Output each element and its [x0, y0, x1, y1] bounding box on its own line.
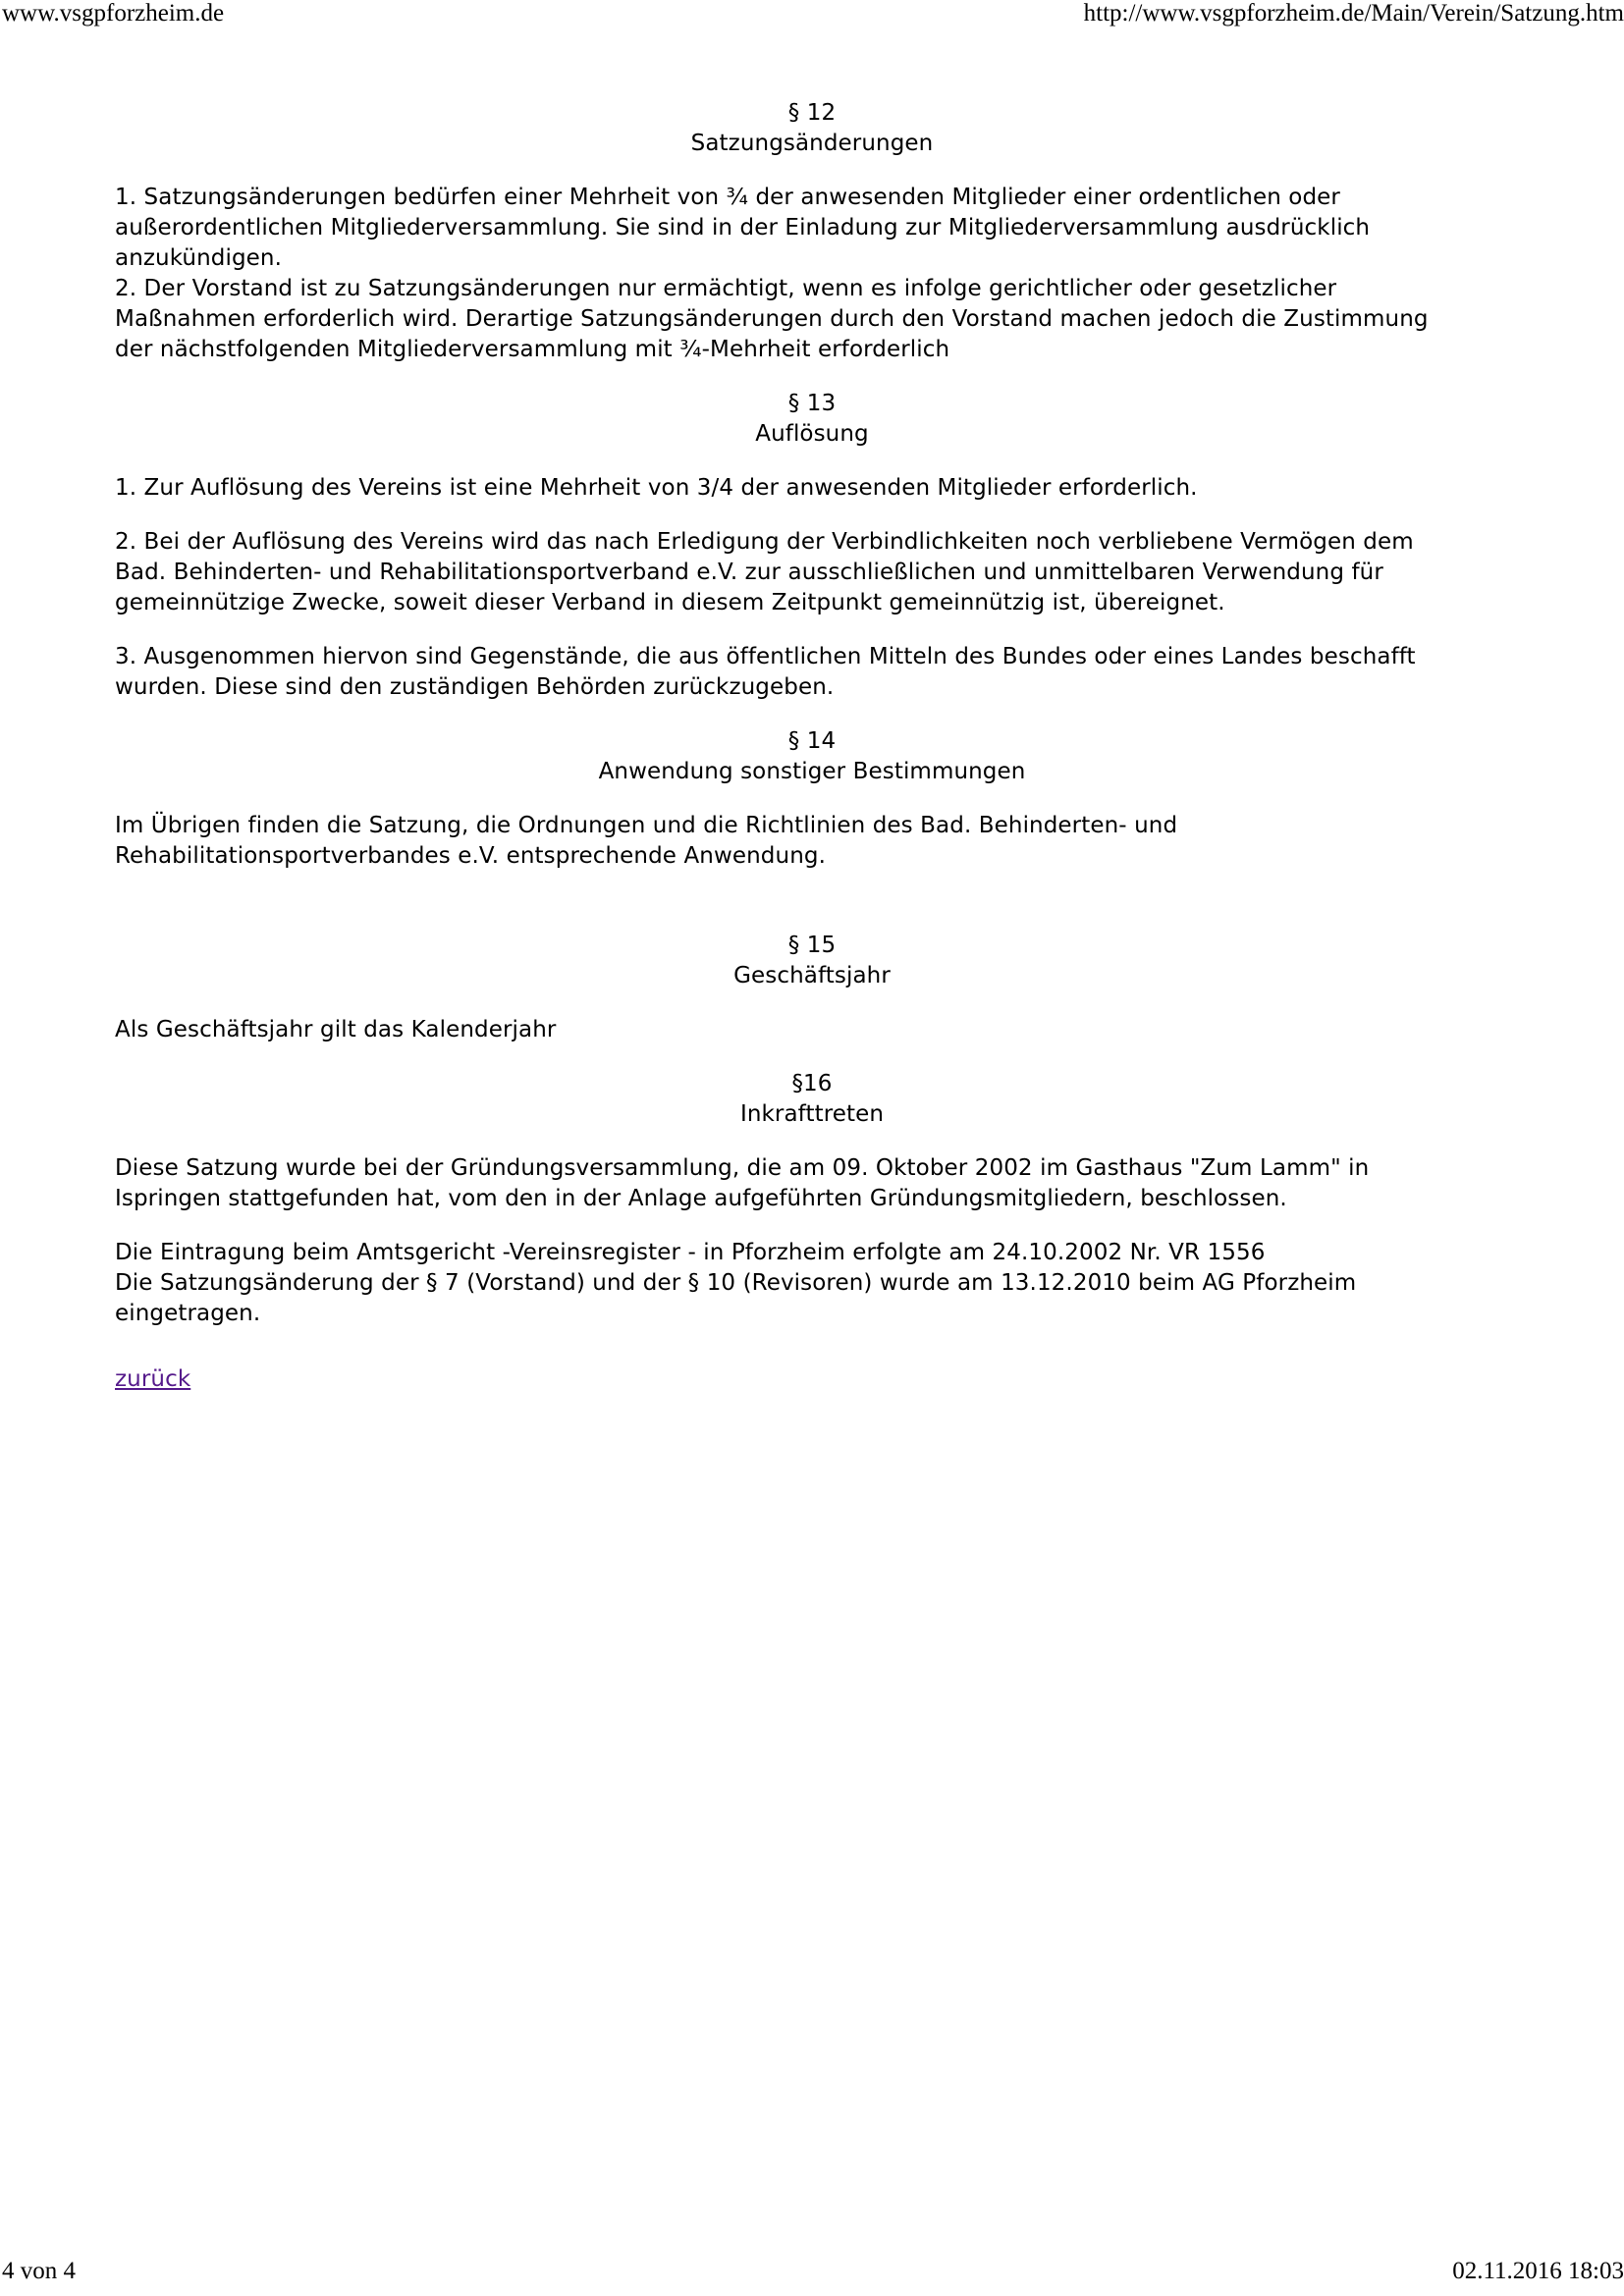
text-line: Maßnahmen erforderlich wird. Derartige Satzungsänderungen durch den Vorstand machen jedoch die Zustimmung: [115, 306, 1429, 332]
text-line: 3. Ausgenommen hiervon sind Gegenstände, die aus öffentlichen Mitteln des Bundes oder eines Landes beschafft: [115, 644, 1416, 669]
section-title: Satzungsänderungen: [690, 131, 934, 156]
text-line: gemeinnützige Zwecke, soweit dieser Verband in diesem Zeitpunkt gemeinnützig ist, übereignet.: [115, 590, 1225, 615]
section-14-heading: [115, 726, 1509, 787]
text-line: eingetragen.: [115, 1301, 261, 1326]
text-line: wurden. Diese sind den zuständigen Behörden zurückzugeben.: [115, 674, 835, 700]
print-timestamp: 02.11.2016 18:03: [1452, 2258, 1624, 2284]
section-number: § 14: [787, 728, 837, 754]
text-line: Im Übrigen finden die Satzung, die Ordnungen und die Richtlinien des Bad. Behinderten- und: [115, 813, 1178, 838]
section-number: § 13: [787, 391, 837, 416]
back-link-container: [115, 1364, 1509, 1395]
text-line: Diese Satzung wurde bei der Gründungsversammlung, die am 09. Oktober 2002 im Gasthaus "Zum Lamm" in: [115, 1155, 1370, 1181]
section-13-paragraph-1: [115, 473, 1509, 504]
text-line: Als Geschäftsjahr gilt das Kalenderjahr: [115, 1017, 557, 1042]
print-footer: [0, 2258, 1624, 2291]
section-title: Inkrafttreten: [739, 1101, 885, 1127]
section-16-paragraph-1: [115, 1153, 1509, 1214]
section-15-text: [115, 1015, 1509, 1045]
text-line: Ispringen stattgefunden hat, vom den in der Anlage aufgeführten Gründungsmitgliedern, beschlossen.: [115, 1186, 1287, 1211]
page-counter: 4 von 4: [2, 2258, 76, 2284]
text-line: Die Eintragung beim Amtsgericht -Vereinsregister - in Pforzheim erfolgte am 24.10.2002 Nr. VR 1556: [115, 1240, 1266, 1265]
section-title: Geschäftsjahr: [733, 963, 891, 988]
section-13-paragraph-3: [115, 642, 1509, 703]
print-header: [0, 0, 1624, 33]
text-line: Bad. Behinderten- und Rehabilitationsportverband e.V. zur ausschließlichen und unmittelbaren Verwendung für: [115, 560, 1383, 585]
section-16-heading: [115, 1069, 1509, 1130]
section-15-heading: [115, 931, 1509, 991]
text-line: 2. Bei der Auflösung des Vereins wird das nach Erledigung der Verbindlichkeiten noch verbliebene Vermögen dem: [115, 529, 1414, 555]
text-line: der nächstfolgenden Mitgliederversammlung mit ¾-Mehrheit erforderlich: [115, 337, 950, 362]
section-number: § 12: [787, 100, 837, 126]
section-title: Auflösung: [755, 421, 869, 447]
section-16-paragraph-2: [115, 1238, 1509, 1329]
text-line: Rehabilitationsportverbandes e.V. entsprechende Anwendung.: [115, 843, 826, 869]
section-13-paragraph-2: [115, 527, 1509, 618]
document-body: [115, 98, 1509, 1395]
text-line: außerordentlichen Mitgliederversammlung. Sie sind in der Einladung zur Mitgliederversammlung ausdrücklich: [115, 215, 1371, 240]
print-header-site: www.vsgpforzheim.de: [2, 0, 225, 27]
section-number: §16: [791, 1071, 833, 1096]
section-number: § 15: [787, 933, 837, 958]
text-line: anzukündigen.: [115, 245, 283, 271]
text-line: 2. Der Vorstand ist zu Satzungsänderungen nur ermächtigt, wenn es infolge gerichtlicher oder gesetzlicher: [115, 276, 1337, 301]
section-14-text: [115, 811, 1509, 872]
print-header-url: http://www.vsgpforzheim.de/Main/Verein/Satzung.htm: [1083, 0, 1624, 27]
section-title: Anwendung sonstiger Bestimmungen: [598, 759, 1026, 784]
text-line: Die Satzungsänderung der § 7 (Vorstand) und der § 10 (Revisoren) wurde am 13.12.2010 beim AG Pforzheim: [115, 1270, 1357, 1296]
back-link[interactable]: zurück: [115, 1366, 191, 1392]
section-12-text: [115, 183, 1509, 365]
section-12-heading: [115, 98, 1509, 159]
text-line: 1. Satzungsänderungen bedürfen einer Mehrheit von ¾ der anwesenden Mitglieder einer ordentlichen oder: [115, 185, 1340, 210]
text-line: 1. Zur Auflösung des Vereins ist eine Mehrheit von 3/4 der anwesenden Mitglieder erforderlich.: [115, 475, 1198, 501]
spacer: [115, 895, 1509, 931]
section-13-heading: [115, 389, 1509, 450]
